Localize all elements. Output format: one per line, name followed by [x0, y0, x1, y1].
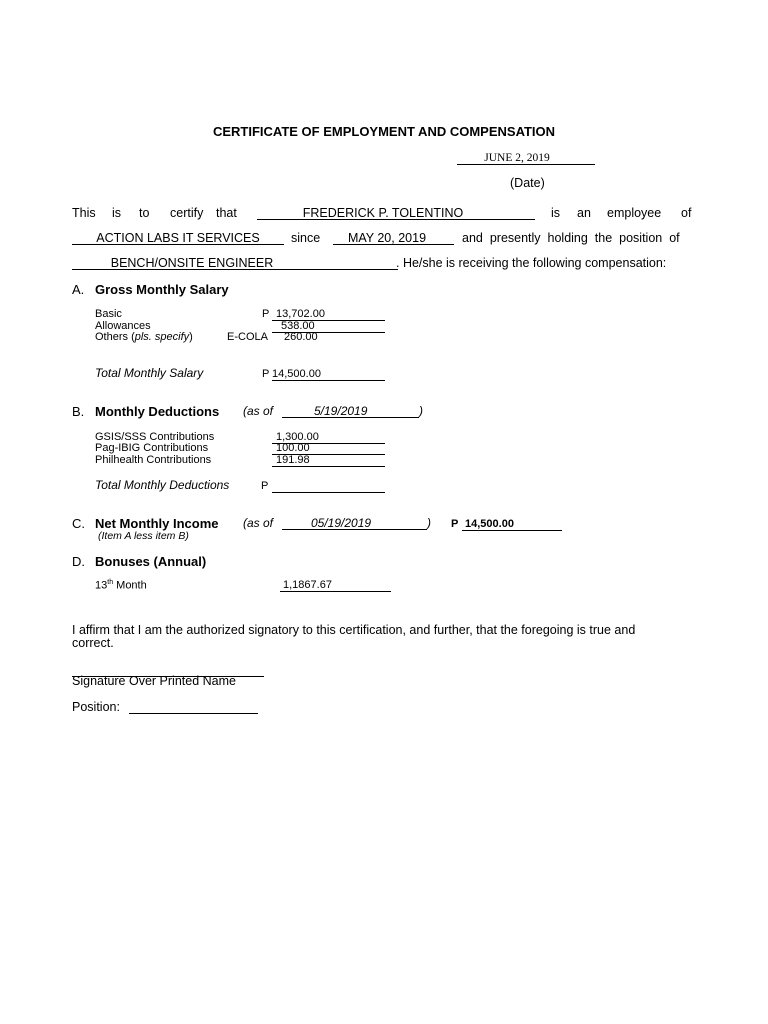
receiving-text: . He/she is receiving the following compensation:: [396, 256, 667, 270]
date-value: JUNE 2, 2019: [484, 152, 550, 164]
philhealth-label: Philhealth Contributions: [95, 454, 212, 466]
gsis-label: GSIS/SSS Contributions: [95, 431, 215, 443]
position-value: BENCH/ONSITE ENGINEER: [110, 256, 274, 270]
section-b-heading: Monthly Deductions: [95, 404, 220, 419]
intro-word: to: [139, 206, 150, 220]
basic-currency: P: [262, 308, 270, 320]
section-c-heading: Net Monthly Income: [95, 516, 219, 531]
total-salary-value: 14,500.00: [272, 368, 321, 380]
pagibig-value: 100.00: [276, 442, 310, 454]
employee-name: FREDERICK P. TOLENTINO: [302, 206, 464, 220]
intro-word: is: [112, 206, 122, 220]
total-salary-label: Total Monthly Salary: [95, 366, 204, 380]
intro-word: of: [681, 206, 692, 220]
allowances-label: Allowances: [95, 320, 151, 332]
intro-word: that: [216, 206, 237, 220]
thirteenth-month-underline: [280, 591, 391, 592]
total-salary-currency: P: [262, 368, 270, 380]
others-label: [95, 331, 193, 343]
position-line: [129, 713, 258, 714]
net-income-currency: P: [451, 518, 459, 530]
section-a-letter: A.: [72, 282, 85, 297]
section-b-close-paren: ): [419, 404, 423, 418]
net-income-underline: [462, 530, 562, 531]
section-b-as-of: (as of: [243, 404, 274, 418]
others-label-italic: pls. specify: [134, 331, 190, 343]
thirteenth-month-value: 1,1867.67: [283, 579, 332, 591]
section-c-as-of: (as of: [243, 516, 274, 530]
affirmation-line-2: correct.: [72, 636, 114, 650]
affirmation-line-1: I affirm that I am the authorized signatory to this certification, and further, that the foregoing is true and: [72, 623, 636, 637]
others-label-part: Others (: [95, 331, 135, 343]
date-label: (Date): [510, 176, 545, 190]
section-c-note: (Item A less item B): [98, 530, 189, 542]
basic-value: 13,702.00: [276, 308, 325, 320]
section-b-letter: B.: [72, 404, 85, 419]
total-deductions-underline: [272, 492, 385, 493]
section-d-heading: Bonuses (Annual): [95, 554, 207, 569]
total-salary-underline: [272, 380, 385, 381]
start-date: MAY 20, 2019: [347, 231, 427, 245]
intro-word: employee: [607, 206, 662, 220]
intro-word: is: [551, 206, 561, 220]
thirteenth-month-sup: th: [107, 579, 114, 586]
thirteenth-month-label: [95, 579, 147, 592]
signature-label: Signature Over Printed Name: [72, 674, 236, 688]
total-deductions-currency: P: [261, 480, 269, 492]
allowances-value: 538.00: [281, 320, 315, 332]
section-a-heading: Gross Monthly Salary: [95, 282, 229, 297]
gsis-value: 1,300.00: [276, 431, 319, 443]
section-c-date: 05/19/2019: [311, 516, 372, 530]
intro-word: certify: [170, 206, 204, 220]
others-type: E-COLA: [227, 331, 268, 343]
date-underline: [457, 164, 595, 165]
section-c-letter: C.: [72, 516, 85, 531]
document-title: CERTIFICATE OF EMPLOYMENT AND COMPENSATION: [212, 124, 556, 139]
section-b-date: 5/19/2019: [314, 404, 368, 418]
intro-word: an: [577, 206, 591, 220]
total-deductions-label: Total Monthly Deductions: [95, 478, 230, 492]
position-label: Position:: [72, 700, 120, 714]
pagibig-label: Pag-IBIG Contributions: [95, 442, 209, 454]
philhealth-value: 191.98: [276, 454, 310, 466]
intro-word: This: [72, 206, 96, 220]
company-name: ACTION LABS IT SERVICES: [96, 231, 260, 245]
section-d-letter: D.: [72, 554, 85, 569]
basic-label: Basic: [95, 308, 122, 320]
philhealth-underline: [272, 466, 385, 467]
thirteenth-month-rest: Month: [113, 579, 147, 592]
section-c-close-paren: ): [427, 516, 431, 530]
holding-text: and presently holding the position of: [462, 231, 680, 245]
others-value: 260.00: [284, 331, 318, 343]
net-income-value: 14,500.00: [465, 518, 514, 530]
since-text: since: [291, 231, 321, 245]
thirteenth-month-num: 13: [95, 579, 108, 592]
others-label-part: ): [189, 331, 193, 343]
